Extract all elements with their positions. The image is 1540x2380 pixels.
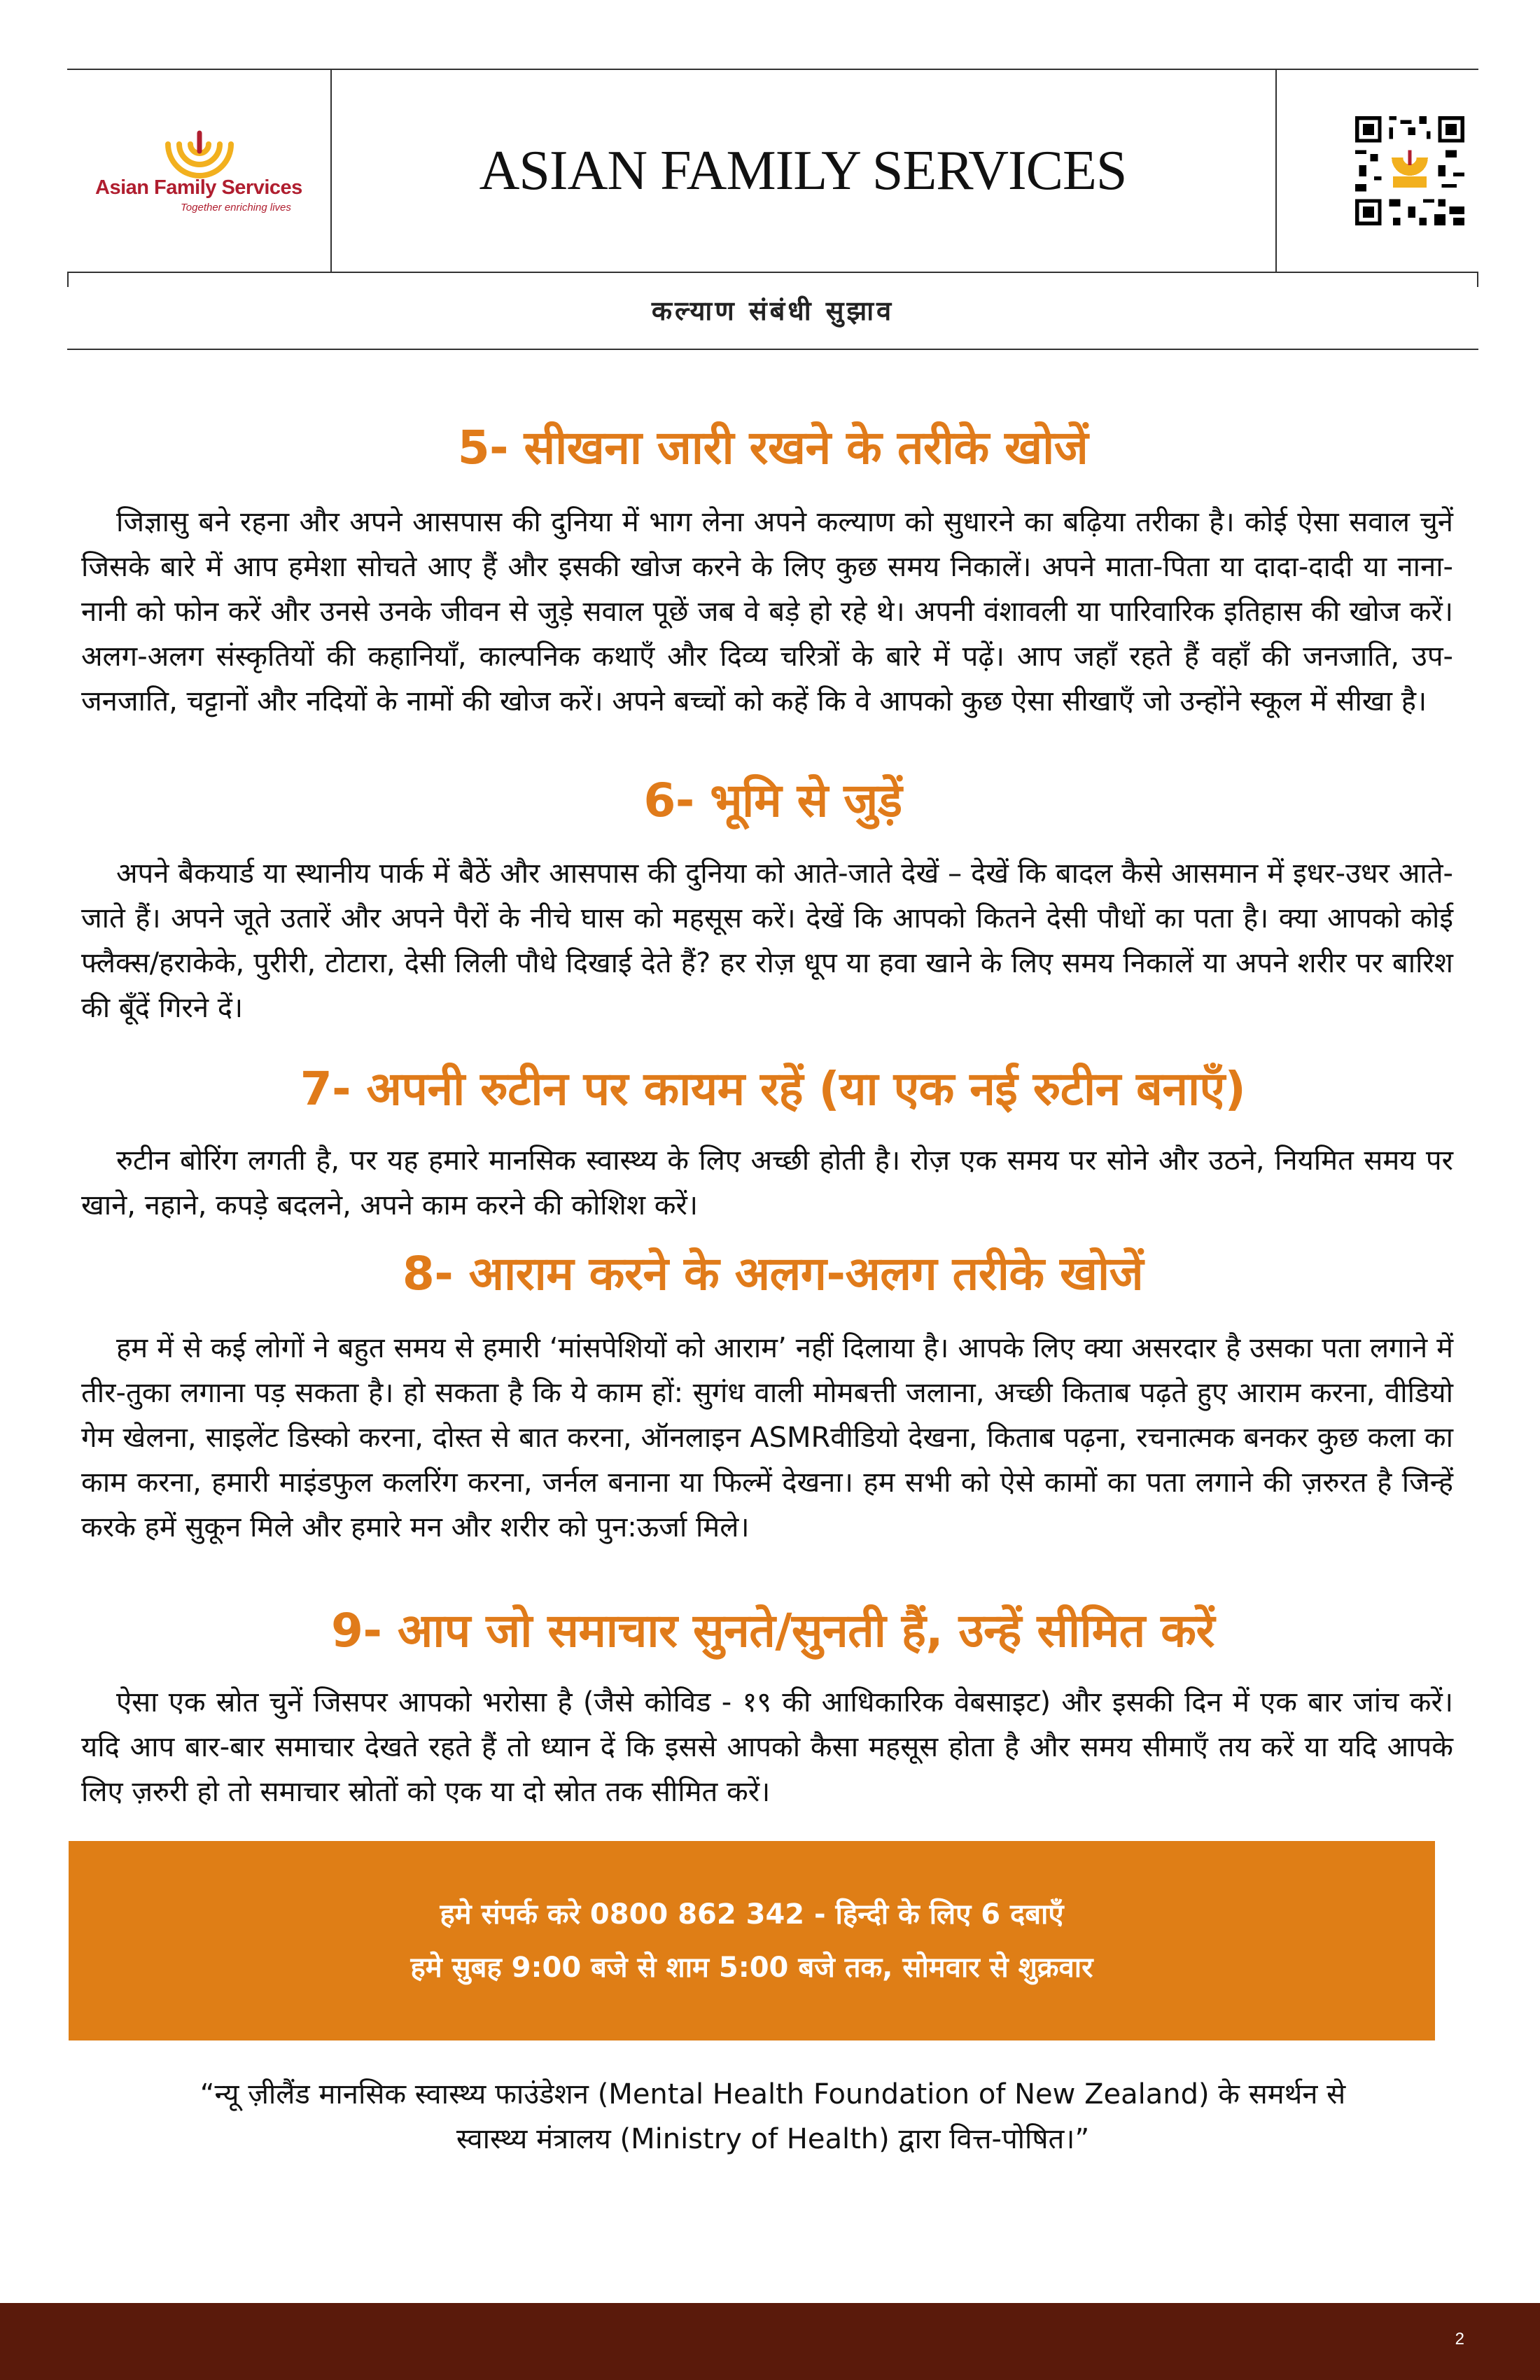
subheading-tick (67, 272, 69, 287)
section-body: रुटीन बोरिंग लगती है, पर यह हमारे मानसिक स्वास्थ्य के लिए अच्छी होती है। रोज़ एक समय पर सोने और उठने, नियमित समय पर खाने, नहाने, कपड़े बदलने, अपने काम करने की कोशिश करें। (81, 1144, 1453, 1222)
subheading-text: कल्याण संबंधी सुझाव (651, 295, 895, 326)
qr-code-icon (1355, 116, 1464, 225)
section-title: 7- अपनी रुटीन पर कायम रहें (या एक नई रुटीन बनाएँ) (300, 1062, 1246, 1116)
subheading-tick (1477, 272, 1478, 287)
contact-hours-line: हमे सुबह 9:00 बजे से शाम 5:00 बजे तक, सोमवार से शुक्रवार (410, 1951, 1093, 1984)
section-body: अपने बैकयार्ड या स्थानीय पार्क में बैठें और आसपास की दुनिया को आते-जाते देखें – देखें कि बादल कैसे आसमान में इधर-उधर आते-जाते हैं। अपने जूते उतारें और अपने पैरों के नीचे घास को महसूस करें। देखें कि आपको कितने देसी पौधों का पता है। क्या आपको कोई फ्लैक्स/हराकेके, पुरीरी, टोटारा, देसी लिली पौधे दिखाई देते हैं? हर रोज़ धूप या हवा खाने के लिए समय निकालें या अपने शरीर पर बारिश की बूँदें गिरने दें। (81, 858, 1453, 1024)
contact-phone-line: हमे संपर्क करे 0800 862 342 - हिन्दी के लिए 6 दबाएँ (440, 1898, 1064, 1931)
subheading (67, 272, 1478, 350)
logo (67, 70, 330, 272)
document-header (67, 69, 1478, 273)
section-body: ऐसा एक स्रोत चुनें जिसपर आपको भरोसा है (जैसे कोविड - १९ की आधिकारिक वेबसाइट) और इसकी दिन में एक बार जांच करें। यदि आप बार-बार समाचार देखते रहते हैं तो ध्यान दें कि इससे आपको कैसा महसूस होता है और समय सीमाएँ तय करें या यदि आपके लिए ज़रुरी हो तो समाचार स्रोतों को एक या दो स्रोत तक सीमित करें। (81, 1686, 1453, 1808)
contact-box (69, 1841, 1435, 2040)
section-body: जिज्ञासु बने रहना और अपने आसपास की दुनिया में भाग लेना अपने कल्याण को सुधारने का बढ़िया तरीका है। कोई ऐसा सवाल चुनें जिसके बारे में आप हमेशा सोचते आए हैं और इसकी खोज करने के लिए कुछ समय निकालें। अपने माता-पिता या दादा-दादी या नाना-नानी को फोन करें और उनसे उनके जीवन से जुड़े सवाल पूछें जब वे बड़े हो रहे थे। अपनी वंशावली या पारिवारिक इतिहास की खोज करें। अलग-अलग संस्कृतियों की कहानियाँ, काल्पनिक कथाएँ और दिव्य चरित्रों के बारे में पढ़ें। आप जहाँ रहते हैं वहाँ की जनजाति, उप-जनजाति, चट्टानों और नदियों के नामों की खोज करें। अपने बच्चों को कहें कि वे आपको कुछ ऐसा सीखाएँ जो उन्होंने स्कूल में सीखा है। (81, 506, 1453, 718)
section-title: 5- सीखना जारी रखने के तरीके खोजें (457, 421, 1088, 475)
logo-tagline: Together enriching lives (181, 202, 291, 214)
footer-bar (0, 2303, 1540, 2380)
section-title: 9- आप जो समाचार सुनते/सुनती हैं, उन्हें सीमित करें (331, 1604, 1214, 1658)
header-divider (1275, 70, 1277, 272)
logo-name: Asian Family Services (95, 176, 302, 199)
footnote-line: स्वास्थ्य मंत्रालय (Ministry of Health) द्वारा वित्त-पोषित।” (456, 2123, 1090, 2155)
section-title: 8- आराम करने के अलग-अलग तरीके खोजें (402, 1247, 1144, 1301)
funding-footnote (67, 2072, 1478, 2162)
section-body: हम में से कई लोगों ने बहुत समय से हमारी ‘मांसपेशियों को आराम’ नहीं दिलाया है। आपके लिए क्या असरदार है उसका पता लगाने में तीर-तुका लगाना पड़ सकता है। हो सकता है कि ये काम हों: सुगंध वाली मोमबत्ती जलाना, अच्छी किताब पढ़ते हुए आराम करना, वीडियो गेम खेलना, साइलेंट डिस्को करना, दोस्त से बात करना, ऑनलाइन ASMRवीडियो देखना, किताब पढ़ना, रचनात्मक बनकर कुछ कला का काम करना, हमारी माइंडफुल कलरिंग करना, जर्नल बनाना या फिल्में देखना। हम सभी को ऐसे कामों का पता लगाने की ज़रुरत है जिन्हें करके हमें सुकून मिले और हमारे मन और शरीर को पुन:ऊर्जा मिले। (81, 1332, 1453, 1544)
footnote-line: “न्यू ज़ीलैंड मानसिक स्वास्थ्य फाउंडेशन (Mental Health Foundation of New Zealand) के समर्थन से (200, 2078, 1346, 2110)
section-title: 6- भूमि से जुड़ें (643, 774, 902, 827)
organization-title: ASIAN FAMILY SERVICES (479, 139, 1127, 202)
page-number: 2 (1455, 2330, 1464, 2348)
